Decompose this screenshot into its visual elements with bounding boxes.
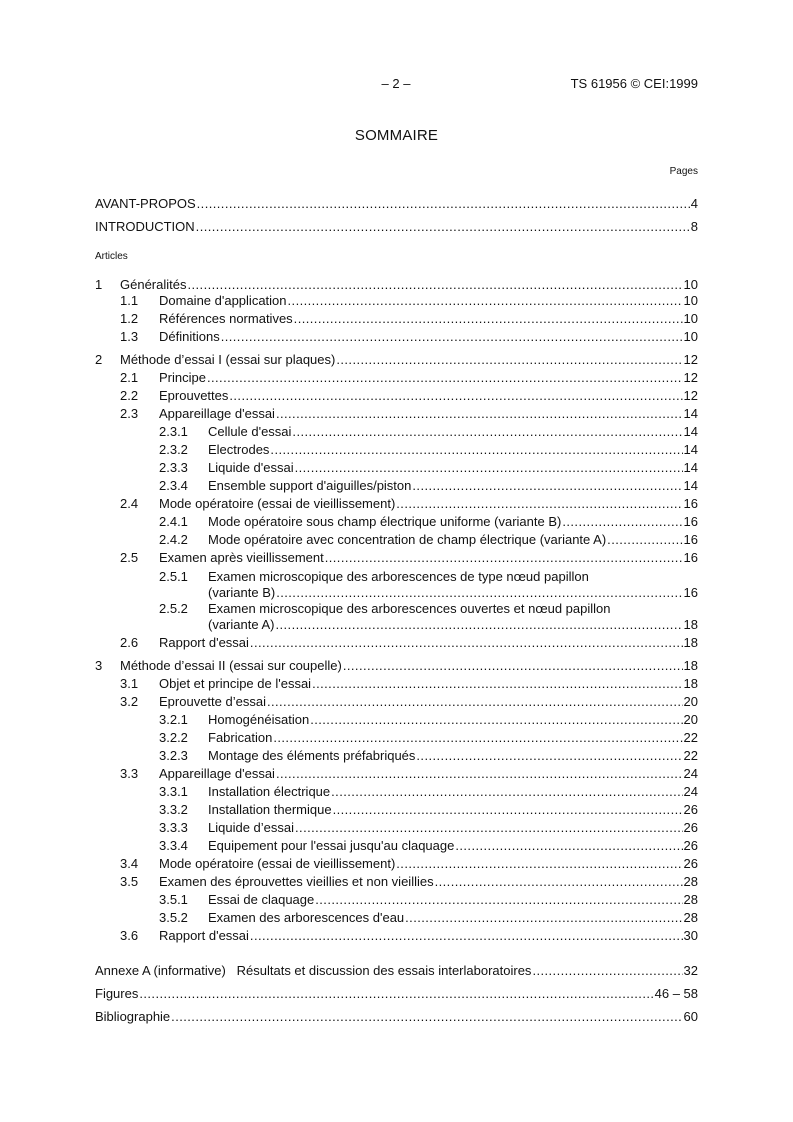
toc-entry-number: 2.4 [120,496,139,511]
toc-entry-number: 2.3 [120,406,139,421]
toc-entry-title: Objet et principe de l'essai [159,676,312,691]
toc-entry[interactable] [95,513,698,531]
toc-entry-title: Ensemble support d'aiguilles/piston [208,478,412,493]
toc-entry-title: Electrodes [208,442,270,457]
toc-entry-title: Mode opératoire sous champ électrique uniforme (variante B) [208,514,562,529]
toc-entry-title: Définitions [159,329,220,344]
dot-leader [197,195,690,213]
dot-leader [532,962,682,980]
dot-leader [276,765,683,783]
toc-entry-title: Méthode d’essai II (essai sur coupelle) [120,658,342,673]
toc-entry-page: 46 – 58 [654,986,698,1001]
toc-entry-number: 3.4 [120,856,139,871]
toc-entry[interactable] [95,711,698,729]
toc-entry[interactable] [95,675,698,693]
toc-entry[interactable] [95,985,698,1003]
toc-entry-title-continuation: (variante A) [208,617,275,632]
toc-entry-number: 2.5.2 [159,601,188,616]
dot-leader [139,985,653,1003]
dot-leader [312,675,682,693]
toc-entry-title: Liquide d’essai [208,820,295,835]
toc-entry-title: AVANT-PROPOS [95,196,196,211]
toc-entry[interactable] [95,1008,698,1026]
toc-entry[interactable] [95,783,698,801]
toc-entry-number: 3.2 [120,694,139,709]
toc-entry-number: 3 [95,658,103,673]
toc-entry-page: 22 [683,748,698,763]
toc-entry[interactable] [95,819,698,837]
toc-entry-page: 18 [683,635,698,650]
page-title: SOMMAIRE [354,127,439,144]
toc-entry-number: 3.2.2 [159,730,188,745]
toc-entry[interactable] [95,218,698,236]
dot-leader [196,218,690,236]
toc-entry-page: 16 [683,585,698,600]
toc-entry-page: 26 [683,856,698,871]
toc-entry-title: Bibliographie [95,1009,171,1024]
toc-entry-page: 18 [683,617,698,632]
toc-entry[interactable] [95,837,698,855]
dot-leader [267,693,683,711]
toc-entry-page: 16 [683,496,698,511]
toc-entry-title: Examen microscopique des arborescences ouvertes et nœud papillon [208,601,611,616]
toc-entry[interactable] [95,657,698,675]
dot-leader [273,729,682,747]
toc-entry-number: 3.5 [120,874,139,889]
toc-entry-title: Montage des éléments préfabriqués [208,748,416,763]
toc-entry-number: 3.3.1 [159,784,188,799]
toc-entry[interactable] [95,477,698,495]
dot-leader [336,351,682,369]
dot-leader [294,310,683,328]
toc-entry[interactable] [95,405,698,423]
toc-entry[interactable] [95,747,698,765]
toc-entry-number: 1.2 [120,311,139,326]
toc-entry-number: 1.3 [120,329,139,344]
toc-entry-page: 18 [683,658,698,673]
dot-leader [562,513,682,531]
toc-entry[interactable] [95,568,698,600]
toc-entry-page: 10 [683,329,698,344]
dot-leader [396,495,682,513]
toc-entry-page: 10 [683,277,698,292]
dot-leader [250,634,683,652]
toc-entry-page: 26 [683,838,698,853]
toc-entry-number: 3.3.3 [159,820,188,835]
toc-entry-title: Liquide d'essai [208,460,294,475]
toc-entry-title-continuation: (variante B) [208,585,276,600]
toc-entry-number: 3.1 [120,676,139,691]
dot-leader [229,387,682,405]
toc-entry[interactable] [95,328,698,346]
toc-entry-page: 30 [683,928,698,943]
toc-entry[interactable] [95,441,698,459]
toc-entry-page: 28 [683,874,698,889]
toc-entry-number: 2.5 [120,550,139,565]
toc-entry-page: 10 [683,311,698,326]
dot-leader [310,711,682,729]
dot-leader [221,328,683,346]
dot-leader [412,477,682,495]
toc-entry-title: Annexe A (informative) Résultats et discussion des essais interlaboratoires [95,963,532,978]
dot-leader [250,927,683,945]
toc-entry-page: 24 [683,784,698,799]
toc-entry[interactable] [95,600,698,632]
toc-entry-page: 14 [683,424,698,439]
toc-entry[interactable] [95,801,698,819]
toc-entry-title: Cellule d'essai [208,424,292,439]
toc-entry-title: Mode opératoire (essai de vieillissement) [159,856,396,871]
toc-entry[interactable] [95,729,698,747]
toc-entry-title: Homogénéisation [208,712,310,727]
toc-entry-page: 16 [683,532,698,547]
toc-entry[interactable] [95,909,698,927]
toc-entry[interactable] [95,693,698,711]
toc-entry-title: Figures [95,986,139,1001]
toc-entry-page: 26 [683,820,698,835]
toc-entry-number: 2.6 [120,635,139,650]
dot-leader [275,616,682,634]
toc-entry-page: 14 [683,478,698,493]
toc-entry[interactable] [95,351,698,369]
toc-entry-number: 3.5.1 [159,892,188,907]
dot-leader [315,891,682,909]
dot-leader [270,441,682,459]
toc-entry-page: 20 [683,694,698,709]
toc-entry-page: 12 [683,352,698,367]
toc-entry-title: Références normatives [159,311,293,326]
toc-entry-number: 2.3.4 [159,478,188,493]
toc-entry-page: 16 [683,550,698,565]
toc-entry-title: Généralités [120,277,187,292]
toc-entry-number: 1.1 [120,293,139,308]
toc-entry-title: Rapport d'essai [159,635,249,650]
toc-entry-title: Installation électrique [208,784,331,799]
articles-label: Articles [95,251,128,262]
toc-entry-title: Méthode d’essai I (essai sur plaques) [120,352,336,367]
pages-column-label: Pages [669,166,698,177]
dot-leader [607,531,682,549]
toc-entry[interactable] [95,310,698,328]
toc-entry-page: 8 [690,219,698,234]
toc-entry-page: 28 [683,910,698,925]
toc-entry[interactable] [95,765,698,783]
toc-entry-title: Eprouvettes [159,388,229,403]
toc-entry-title: Eprouvette d’essai [159,694,266,709]
toc-entry[interactable] [95,891,698,909]
toc-entry-page: 16 [683,514,698,529]
toc-entry-title: INTRODUCTION [95,219,195,234]
toc-entry-page: 4 [690,196,698,211]
toc-entry-title: Examen après vieillissement [159,550,324,565]
toc-entry[interactable] [95,531,698,549]
toc-entry-number: 3.2.1 [159,712,188,727]
toc-entry[interactable] [95,855,698,873]
toc-entry-number: 2.3.2 [159,442,188,457]
toc-entry-page: 10 [683,293,698,308]
dot-leader [276,405,683,423]
dot-leader [435,873,683,891]
toc-entry-page: 22 [683,730,698,745]
toc-entry-number: 3.6 [120,928,139,943]
dot-leader [396,855,682,873]
toc-entry-page: 14 [683,460,698,475]
dot-leader [288,292,683,310]
toc-entry-number: 2.1 [120,370,139,385]
toc-entry-number: 2.3.3 [159,460,188,475]
toc-entry-title: Mode opératoire avec concentration de champ électrique (variante A) [208,532,607,547]
dot-leader [295,459,683,477]
toc-entry-number: 2.4.2 [159,532,188,547]
toc-entry-number: 3.2.3 [159,748,188,763]
toc-entry-number: 3.3.4 [159,838,188,853]
toc-entry[interactable] [95,495,698,513]
dot-leader [325,549,683,567]
toc-entry-number: 3.3 [120,766,139,781]
toc-entry-page: 14 [683,406,698,421]
toc-entry-title: Equipement pour l'essai jusqu'au claquage [208,838,455,853]
toc-entry-page: 20 [683,712,698,727]
toc-entry[interactable] [95,549,698,567]
toc-entry[interactable] [95,292,698,310]
toc-entry-page: 28 [683,892,698,907]
dot-leader [292,423,682,441]
toc-entry-number: 2.4.1 [159,514,188,529]
toc-entry-number: 3.3.2 [159,802,188,817]
toc-entry-title: Examen microscopique des arborescences de type nœud papillon [208,569,589,584]
toc-entry-title: Fabrication [208,730,273,745]
document-reference: TS 61956 © CEI:1999 [570,76,698,91]
toc-entry-number: 1 [95,277,103,292]
dot-leader [416,747,682,765]
dot-leader [455,837,682,855]
dot-leader [207,369,683,387]
toc-entry-page: 26 [683,802,698,817]
dot-leader [295,819,683,837]
toc-entry-title: Examen des éprouvettes vieillies et non vieillies [159,874,434,889]
toc-entry-title: Domaine d'application [159,293,287,308]
toc-entry[interactable] [95,927,698,945]
toc-entry[interactable] [95,195,698,213]
toc-entry-number: 2.5.1 [159,569,188,584]
toc-entry[interactable] [95,634,698,652]
toc-entry-title: Principe [159,370,206,385]
toc-entry-title: Essai de claquage [208,892,315,907]
toc-entry[interactable] [95,873,698,891]
toc-entry[interactable] [95,423,698,441]
toc-entry-title: Appareillage d'essai [159,766,275,781]
toc-entry-page: 14 [683,442,698,457]
toc-entry-number: 2.3.1 [159,424,188,439]
dot-leader [343,657,683,675]
toc-entry-number: 3.5.2 [159,910,188,925]
toc-entry-title: Rapport d'essai [159,928,249,943]
dot-leader [333,801,683,819]
toc-entry[interactable] [95,387,698,405]
toc-entry-page: 24 [683,766,698,781]
toc-entry-page: 18 [683,676,698,691]
dot-leader [405,909,682,927]
dot-leader [331,783,682,801]
toc-entry-page: 32 [683,963,698,978]
toc-entry-page: 12 [683,370,698,385]
toc-entry-number: 2 [95,352,103,367]
toc-entry-title: Installation thermique [208,802,332,817]
toc-entry[interactable] [95,369,698,387]
toc-entry[interactable] [95,962,698,980]
toc-entry-number: 2.2 [120,388,139,403]
toc-entry-page: 12 [683,388,698,403]
toc-entry-title: Mode opératoire (essai de vieillissement) [159,496,396,511]
toc-entry-title: Examen des arborescences d'eau [208,910,405,925]
dot-leader [171,1008,682,1026]
page-header-number: – 2 – [381,76,411,91]
toc-entry-title: Appareillage d'essai [159,406,275,421]
toc-entry-page: 60 [683,1009,698,1024]
toc-entry[interactable] [95,459,698,477]
